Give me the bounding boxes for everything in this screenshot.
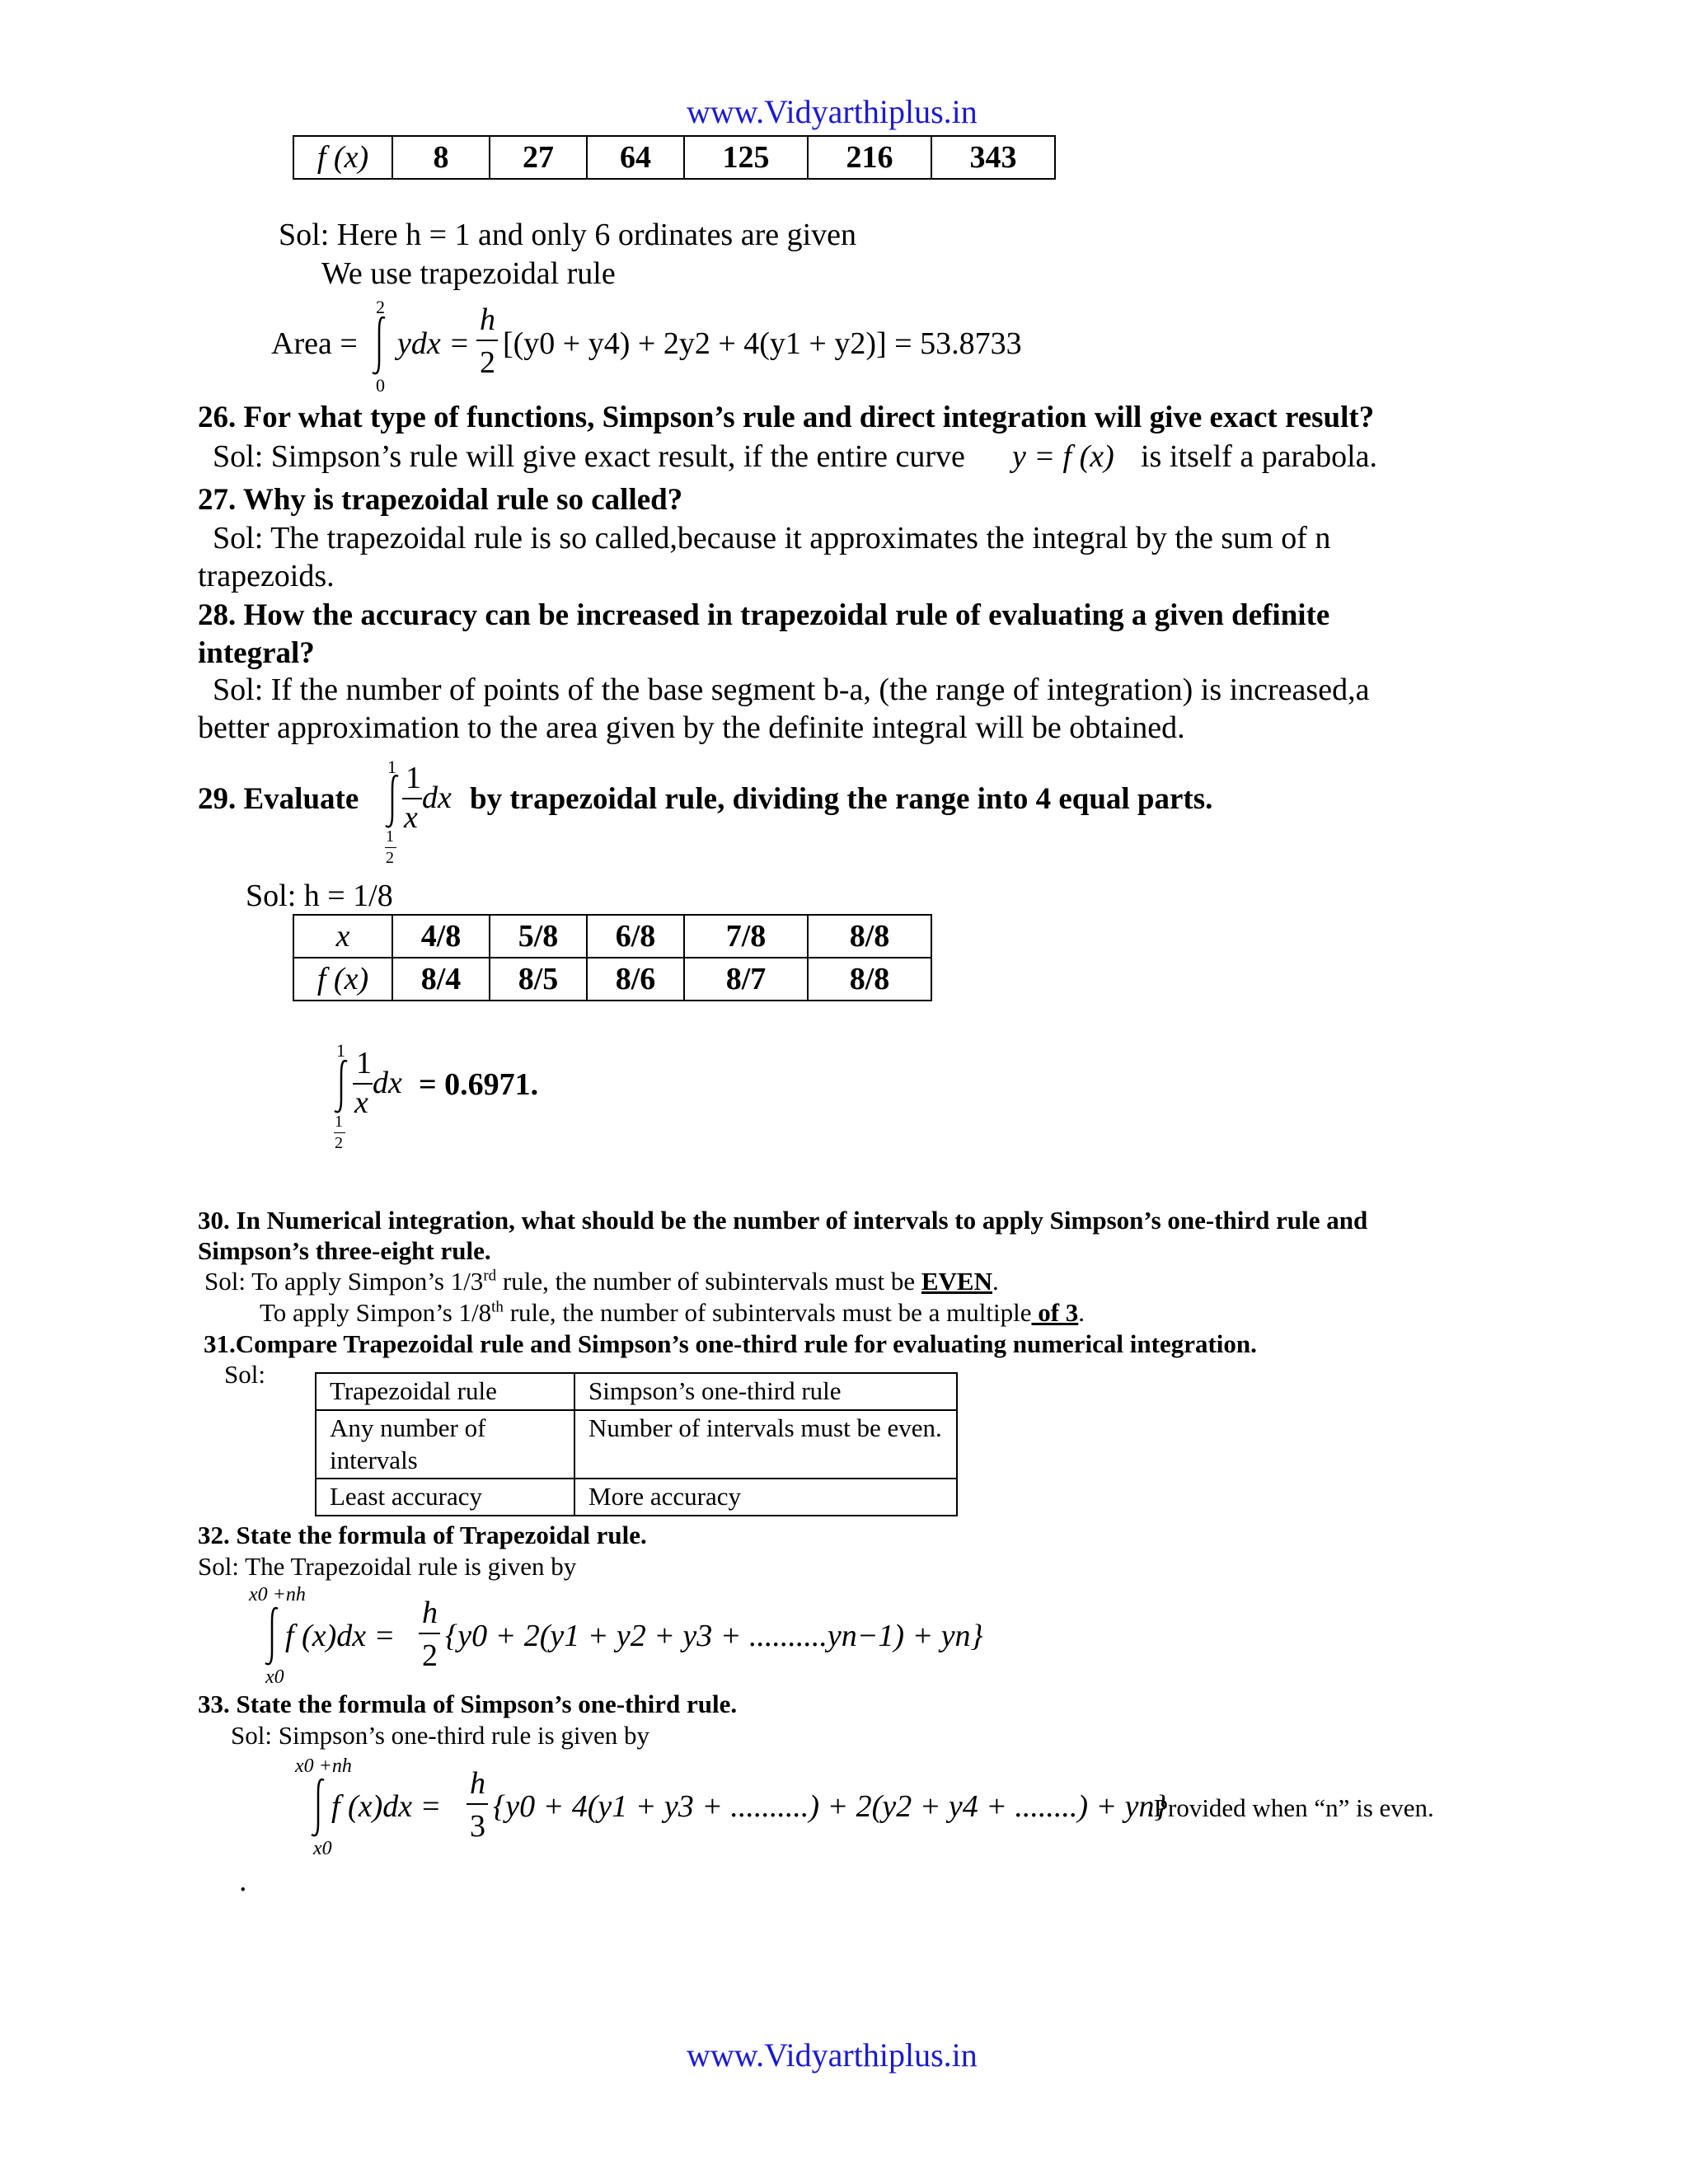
table-header-cell: f (x)	[293, 136, 392, 179]
fraction-denominator: x	[404, 800, 418, 835]
table-cell: 6/8	[587, 915, 684, 958]
question-33: 33. State the formula of Simpson’s one-third rule.	[198, 1690, 738, 1718]
superscript: rd	[483, 1267, 497, 1285]
lower-limit-denominator: 2	[386, 849, 394, 867]
answer-26-text: Sol: Simpson’s rule will give exact result, if the entire curve	[213, 439, 965, 474]
answer-text: rule, the number of subintervals must be	[496, 1267, 921, 1296]
question-26: 26. For what type of functions, Simpson’s rule and direct integration will give exact result?	[198, 401, 1375, 434]
solution-31-label: Sol:	[224, 1360, 265, 1389]
answer-27-text: trapezoids.	[198, 559, 335, 593]
integral-sign-icon	[262, 1605, 282, 1668]
answer-27-text: Sol: The trapezoidal rule is so called,because it approximates the integral by the sum of n	[213, 521, 1331, 555]
answer-text: .	[1078, 1298, 1085, 1327]
table-cell: 7/8	[684, 915, 808, 958]
solution-32: Sol: The Trapezoidal rule is given by	[198, 1552, 577, 1581]
answer-28-text: better approximation to the area given by the definite integral will be obtained.	[198, 710, 1185, 745]
table-cell: 4/8	[392, 915, 490, 958]
table-row	[316, 1410, 957, 1479]
emphasis: EVEN	[921, 1267, 992, 1296]
table-cell: 8	[392, 136, 490, 179]
integrand: ydx =	[397, 326, 470, 361]
area-expression: [(y0 + y4) + 2y2 + 4(y1 + y2)] = 53.8733	[503, 326, 1022, 361]
superscript: th	[491, 1298, 504, 1316]
table-cell: 64	[587, 136, 684, 179]
table-row	[293, 915, 931, 958]
lower-limit: x0	[265, 1666, 284, 1688]
fraction-numerator: h	[480, 302, 495, 337]
table-cell: 8/8	[808, 915, 931, 958]
lower-limit-denominator: 2	[335, 1134, 343, 1152]
fraction-numerator: h	[422, 1596, 438, 1630]
table-row	[293, 136, 1055, 179]
table-row	[316, 1479, 957, 1516]
formula-lhs: f (x)dx =	[285, 1619, 396, 1653]
table-cell: 343	[931, 136, 1055, 179]
table-cell: Number of intervals must be even.	[574, 1410, 957, 1479]
stray-dot: .	[239, 1863, 247, 1898]
answer-text: .	[992, 1267, 999, 1296]
table-cell: 8/8	[808, 958, 931, 1001]
fraction-denominator: 2	[422, 1638, 438, 1673]
table-cell: 27	[490, 136, 587, 179]
table-cell: Trapezoidal rule	[316, 1373, 574, 1410]
formula-rhs: {y0 + 4(y1 + y3 + ..........) + 2(y2 + y4 + ........) + yn}	[493, 1789, 1167, 1824]
answer-26-text: is itself a parabola.	[1141, 439, 1378, 474]
question-28: integral?	[198, 636, 315, 670]
integral-sign-icon	[369, 315, 389, 377]
lower-limit: 0	[376, 375, 385, 396]
lower-limit-numerator: 1	[386, 827, 394, 846]
differential: dx	[422, 780, 452, 815]
table-cell: 125	[684, 136, 808, 179]
table-header-cell: x	[293, 915, 392, 958]
integral-sign-icon	[382, 773, 402, 831]
answer-text: To apply Simpon’s 1/8	[260, 1298, 492, 1327]
table-cell: 8/7	[684, 958, 808, 1001]
upper-limit: x0 +nh	[249, 1584, 306, 1605]
table-cell: 8/4	[392, 958, 490, 1001]
question-31: 31.Compare Trapezoidal rule and Simpson’s one-third rule for evaluating numerical integration.	[204, 1329, 1257, 1358]
table-cell: Simpson’s one-third rule	[574, 1373, 957, 1410]
formula-note: .Provided when “n” is even.	[1147, 1793, 1434, 1822]
formula-lhs: f (x)dx =	[331, 1789, 442, 1824]
question-30: 30. In Numerical integration, what should be the number of intervals to apply Simpson’s one-third rule and	[198, 1206, 1368, 1235]
fraction-bar	[476, 340, 498, 341]
answer-26-math: y = f (x)	[1012, 439, 1114, 474]
table-cell: 8/5	[490, 958, 587, 1001]
fraction-bar	[385, 847, 396, 848]
fraction-denominator: 3	[470, 1809, 485, 1844]
fraction-numerator: 1	[406, 761, 421, 795]
integral-sign-icon	[331, 1058, 351, 1116]
comparison-table	[315, 1372, 958, 1516]
upper-limit: 1	[336, 1040, 345, 1061]
differential: dx	[373, 1066, 402, 1100]
solution-text: Sol: Here h = 1 and only 6 ordinates are given	[279, 218, 857, 252]
emphasis: of 3	[1031, 1298, 1079, 1327]
upper-limit: 1	[387, 757, 396, 777]
table-cell: 216	[808, 136, 931, 179]
footer-site-link[interactable]: www.Vidyarthiplus.in	[687, 2036, 978, 2074]
answer-30-line2	[260, 1298, 1085, 1328]
table-header-cell: f (x)	[293, 958, 392, 1001]
question-30: Simpson’s three-eight rule.	[198, 1236, 491, 1265]
table-cell: Any number of intervals	[316, 1410, 574, 1479]
solution-33: Sol: Simpson’s one-third rule is given by	[231, 1721, 650, 1750]
header-site-link[interactable]: www.Vidyarthiplus.in	[687, 93, 978, 130]
lower-limit: x0	[313, 1838, 332, 1859]
question-29-suffix: by trapezoidal rule, dividing the range into 4 equal parts.	[470, 782, 1213, 816]
question-32: 32. State the formula of Trapezoidal rule.	[198, 1521, 647, 1549]
solution-text: We use trapezoidal rule	[321, 256, 616, 291]
fraction-bar	[334, 1132, 345, 1133]
solution-29-h: Sol: h = 1/8	[246, 879, 393, 913]
table-row	[316, 1373, 957, 1410]
lower-limit-numerator: 1	[335, 1113, 343, 1131]
question-27: 27. Why is trapezoidal rule so called?	[198, 483, 683, 517]
table-cell: Least accuracy	[316, 1479, 574, 1516]
fraction-bar	[419, 1633, 440, 1634]
result-value: = 0.6971.	[419, 1067, 539, 1102]
answer-text: Sol: To apply Simpon’s 1/3	[204, 1267, 484, 1296]
upper-limit: x0 +nh	[295, 1755, 352, 1777]
fraction-denominator: 2	[480, 345, 495, 380]
question-28: 28. How the accuracy can be increased in trapezoidal rule of evaluating a given definite	[198, 598, 1330, 632]
function-values-table	[293, 135, 1056, 180]
answer-30-line1	[204, 1267, 999, 1296]
trapezoidal-values-table	[293, 914, 932, 1001]
fraction-numerator: 1	[356, 1046, 372, 1080]
table-cell: 5/8	[490, 915, 587, 958]
table-cell: 8/6	[587, 958, 684, 1001]
question-29-prefix: 29. Evaluate	[198, 782, 359, 816]
fraction-numerator: h	[470, 1766, 485, 1801]
fraction-bar	[467, 1803, 488, 1805]
formula-rhs: {y0 + 2(y1 + y2 + y3 + ..........yn−1) + yn}	[445, 1619, 983, 1653]
integral-sign-icon	[308, 1777, 328, 1840]
area-label: Area =	[271, 326, 358, 361]
answer-text: rule, the number of subintervals must be a multiple	[503, 1298, 1032, 1327]
fraction-denominator: x	[354, 1085, 368, 1120]
table-row	[293, 958, 931, 1001]
answer-28-text: Sol: If the number of points of the base segment b-a, (the range of integration) is increased,a	[213, 673, 1370, 707]
upper-limit: 2	[376, 297, 385, 317]
table-cell: More accuracy	[574, 1479, 957, 1516]
